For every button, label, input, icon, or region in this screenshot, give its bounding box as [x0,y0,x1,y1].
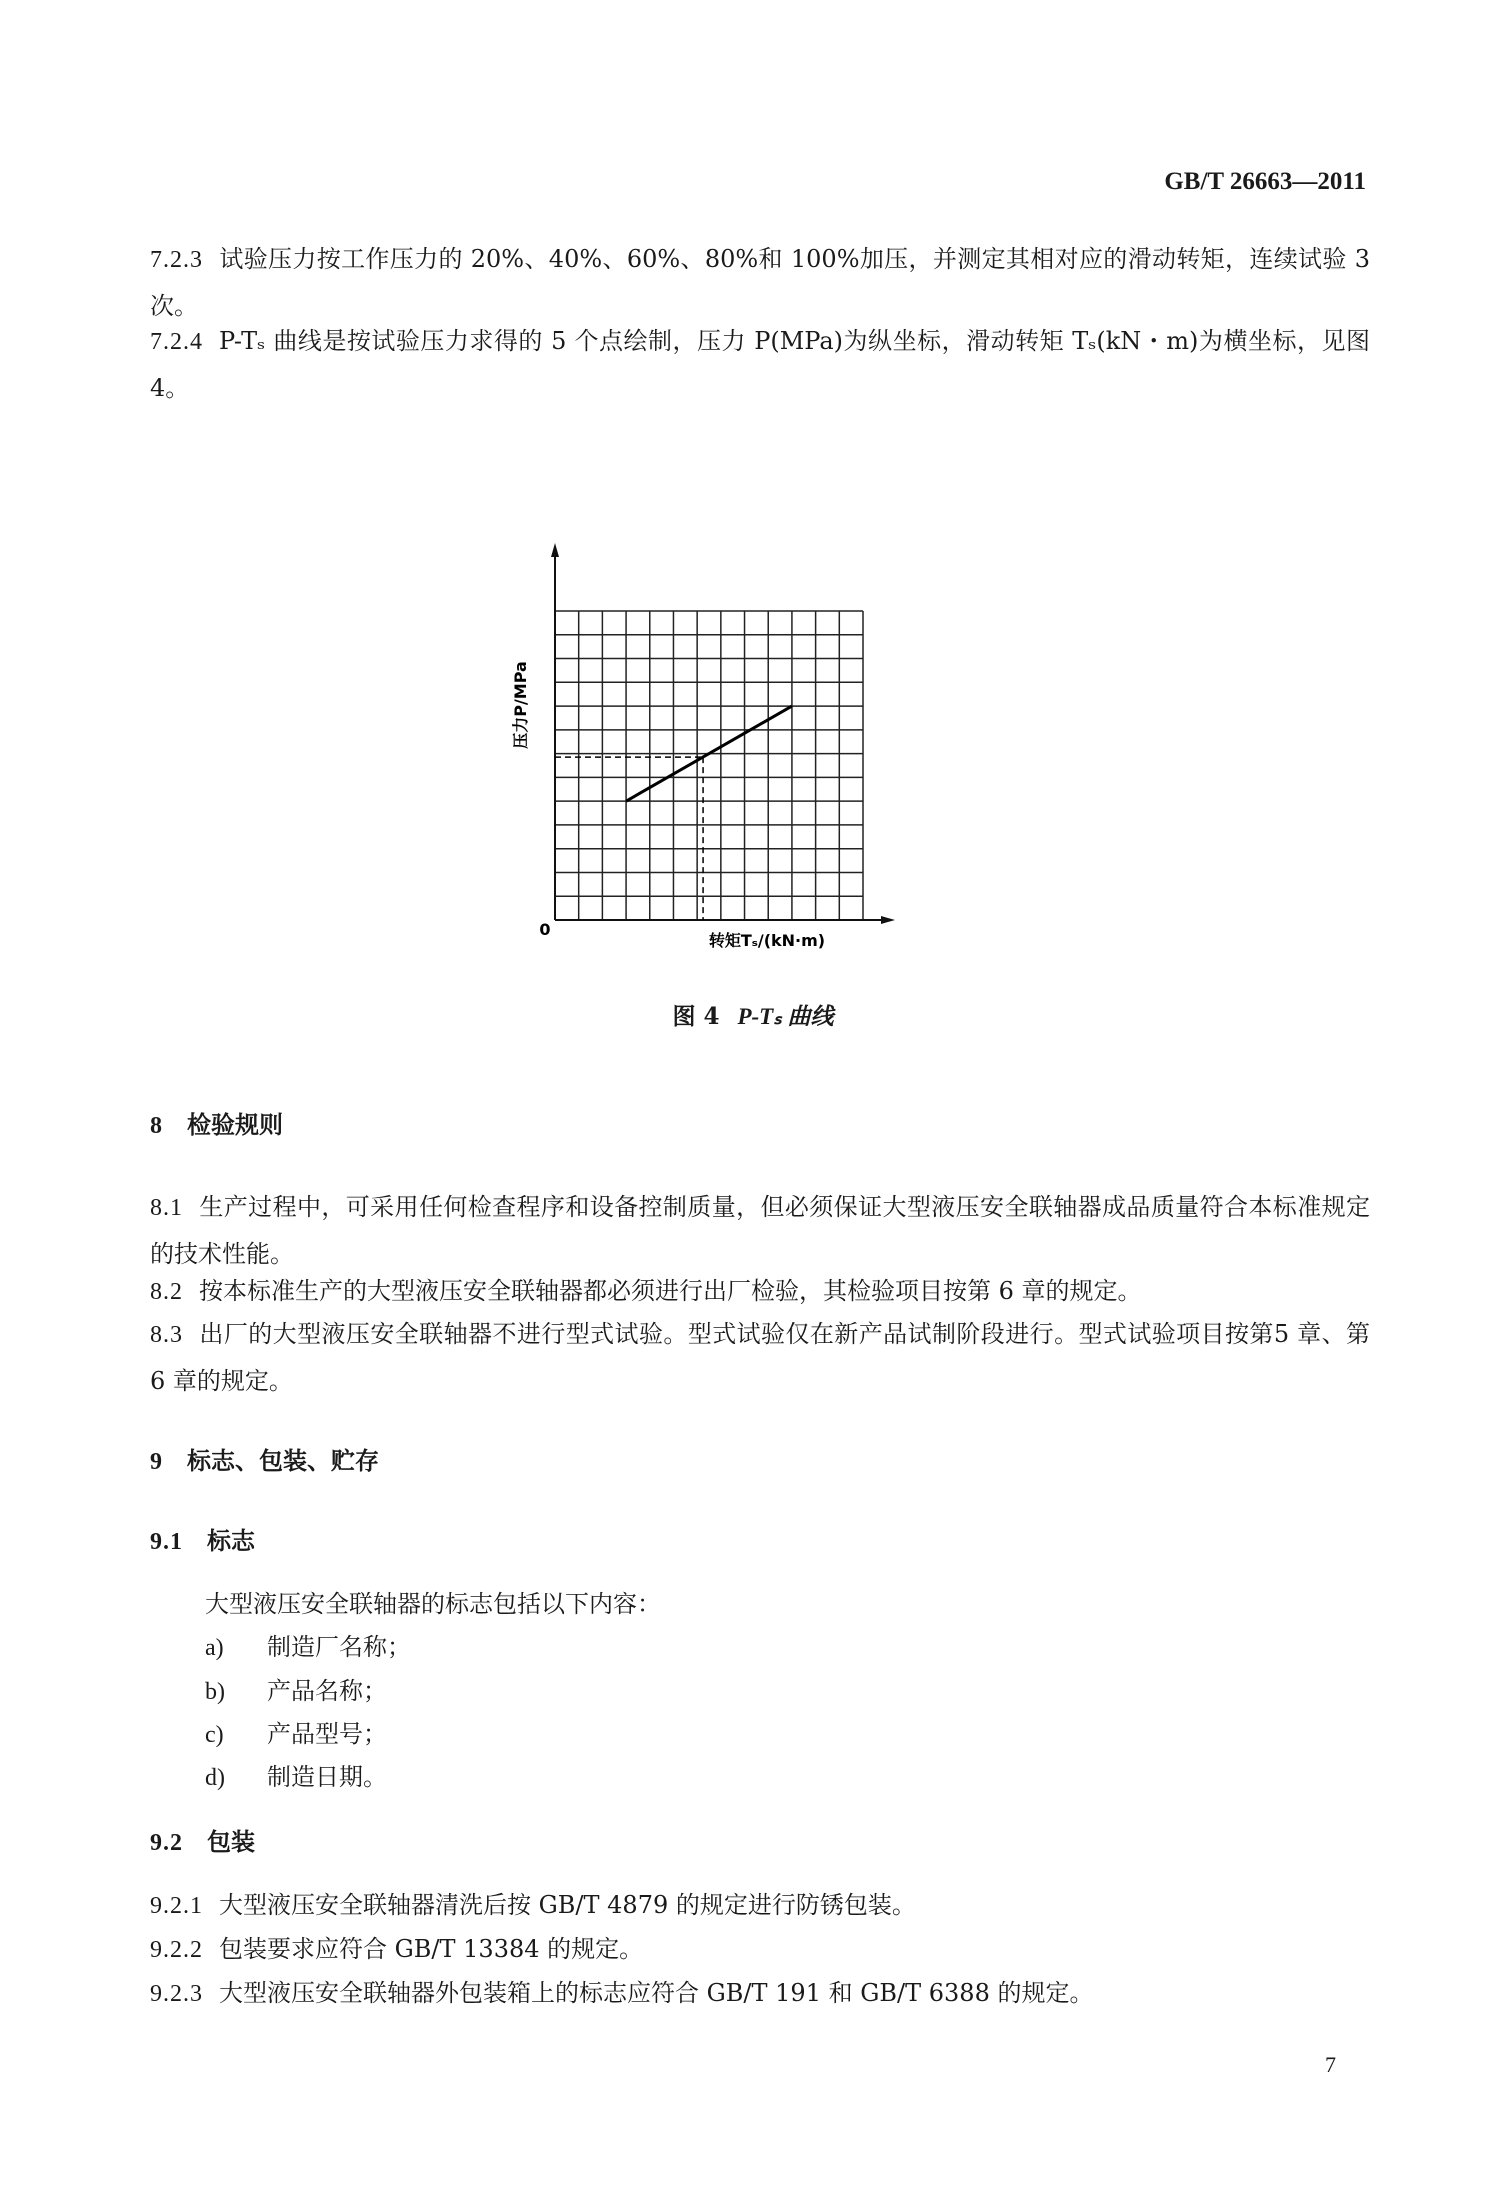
clause-7-2-4 [150,318,1370,411]
clause-8-2: 8.2 按本标准生产的大型液压安全联轴器都必须进行出厂检验，其检验项目按第 6 章的规定。 [150,1277,1142,1305]
y-axis-arrow [551,543,559,557]
section-8-heading: 8 检验规则 [150,1110,283,1139]
section-9-heading: 9 标志、包装、贮存 [150,1446,379,1475]
list-item: c) 产品型号； [205,1720,387,1748]
caption-title: P-Tₛ 曲线 [737,1004,834,1029]
list-item: a) 制造厂名称； [205,1633,411,1661]
clause-9-2-1: 9.2.1 大型液压安全联轴器清洗后按 GB/T 4879 的规定进行防锈包装。 [150,1891,916,1919]
chart-grid [555,611,863,920]
list-item: b) 产品名称； [205,1677,387,1705]
clause-number: 7.2.3 [150,247,203,273]
clause-text: P-Tₛ 曲线是按试验压力求得的 5 个点绘制，压力 P(MPa)为纵坐标，滑动转矩 Tₛ(kN・m)为横坐标，见图 4。 [150,327,1370,402]
y-axis-label: 压力P/MPa [511,661,530,749]
section-9-2-heading: 9.2 包装 [150,1827,255,1856]
clause-8-3: 8.3 出厂的大型液压安全联轴器不进行型式试验。型式试验仅在新产品试制阶段进行。型式试验项目按第5 章、第 6 章的规定。 [150,1320,1370,1395]
clause-9-2-2: 9.2.2 包装要求应符合 GB/T 13384 的规定。 [150,1935,644,1963]
clause-9-2-3: 9.2.3 大型液压安全联轴器外包装箱上的标志应符合 GB/T 191 和 GB/T 6388 的规定。 [150,1979,1094,2007]
clause-7-2-3 [150,236,1370,329]
origin-label: 0 [539,920,551,939]
x-axis-arrow [881,916,895,924]
list-item: d) 制造日期。 [205,1763,387,1791]
page-number: 7 [1325,2052,1336,2077]
pt-curve-chart [500,430,1040,970]
clause-number: 7.2.4 [150,329,203,355]
figure-caption [0,998,1506,1031]
section-9-1-heading: 9.1 标志 [150,1526,255,1555]
caption-label: 图 4 [672,1003,720,1030]
standard-code: GB/T 26663—2011 [1164,168,1366,195]
marking-intro: 大型液压安全联轴器的标志包括以下内容： [205,1590,661,1618]
clause-8-1: 8.1 生产过程中，可采用任何检查程序和设备控制质量，但必须保证大型液压安全联轴器成品质量符合本标准规定的技术性能。 [150,1193,1370,1268]
x-axis-label: 转矩Tₛ/(kN·m) [708,931,826,950]
clause-text: 试验压力按工作压力的 20%、40%、60%、80%和 100%加压，并测定其相对应的滑动转矩，连续试验 3 次。 [150,245,1370,320]
